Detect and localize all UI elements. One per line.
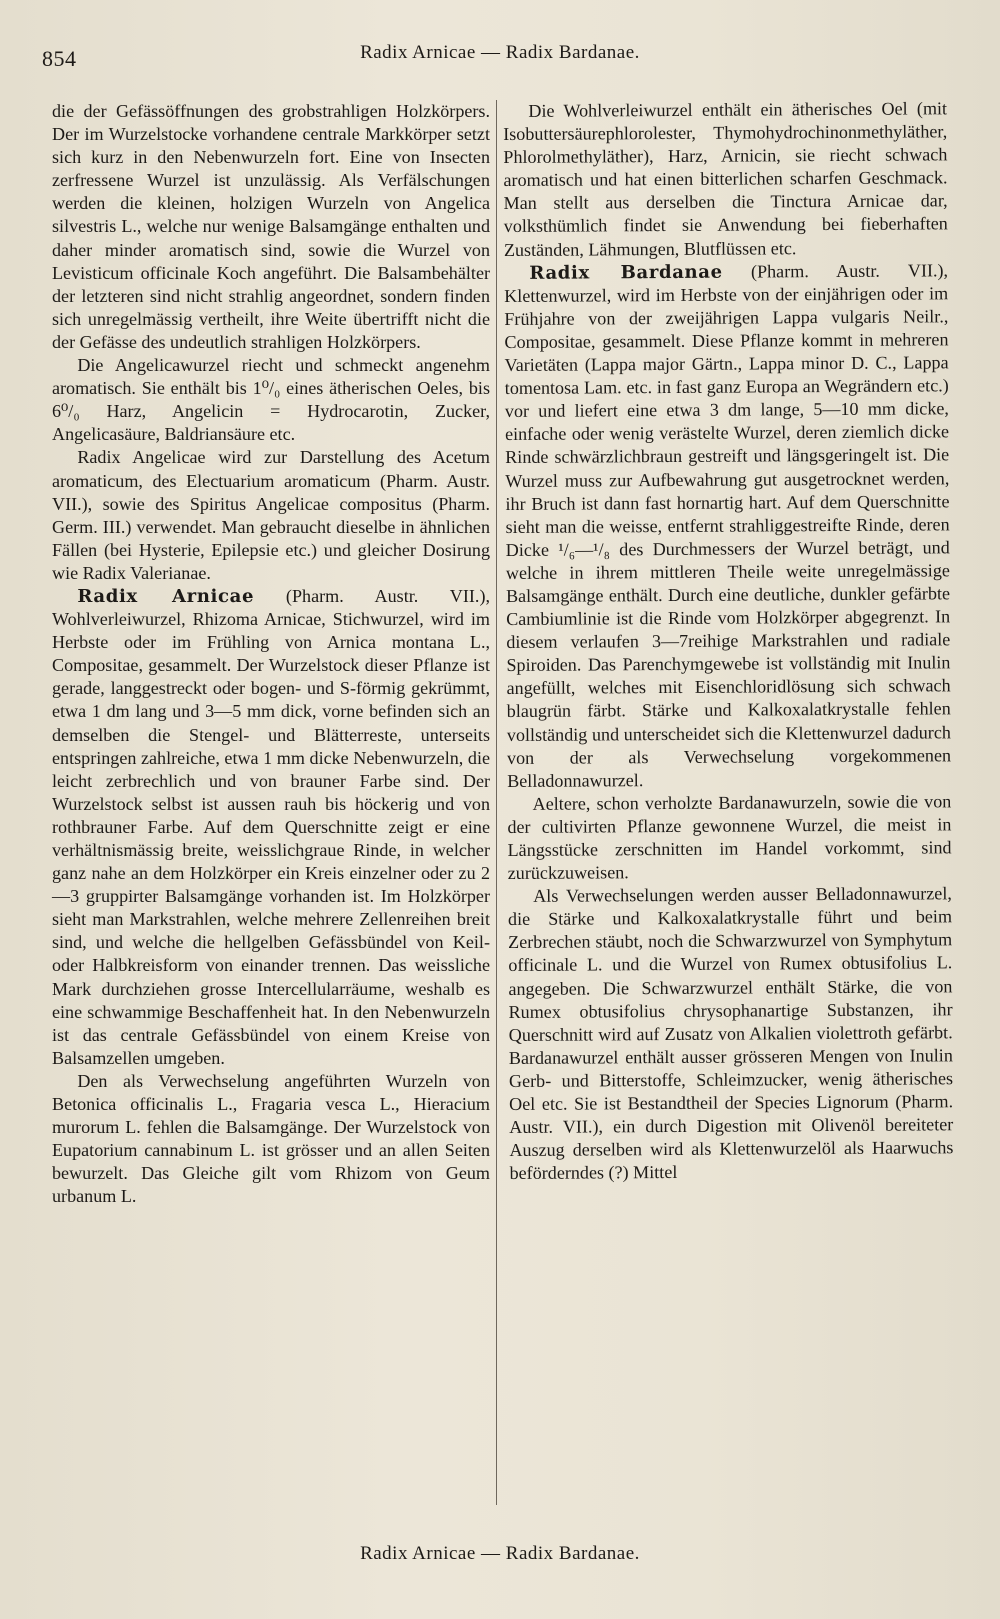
- entry-heading: Radix Arnicae: [77, 585, 255, 607]
- paragraph: Die Angelicawurzel riecht und schmeckt angenehm aromatisch. Sie enthält bis 1⁰/₀ eines ätherischen Oeles, bis 6⁰/₀ Harz, Angelicin = Hydrocarotin, Zucker, Angelicasäure, Baldriansäure etc.: [52, 355, 490, 445]
- entry-radix-arnicae: [52, 585, 490, 1070]
- paragraph: Radix Angelicae wird zur Darstellung des Acetum aromaticum, des Electuarium aromaticum (Pharm. Austr. VII.), sowie des Spiritus Angelicae compositus (Pharm. Germ. III.) verwendet. Man gebraucht dieselbe in ähnlichen Fällen (bei Hysterie, Epilepsie etc.) und gleicher Dosirung wie Radix Valerianae.: [52, 447, 490, 583]
- page-number: 854: [42, 46, 77, 71]
- entry-radix-bardanae: [504, 259, 951, 793]
- left-column: [52, 100, 490, 1209]
- column-divider: [496, 100, 497, 1505]
- paragraph: Die Wohlverleiwurzel enthält ein ätherisches Oel (mit Isobuttersäurephlorolester, Thymohydrochinonmethyläther, Phlorolmethyläther), Harz, Arnicin, sie riecht schwach aromatisch und hat einen bitterlichen scharfen Geschmack. Man stellt aus derselben die Tinctura Arnicae dar, volksthümlich findet sie Anwendung bei fieberhaften Zuständen, Lähmungen, Blutflüssen etc.: [503, 98, 948, 260]
- page-footer: Radix Arnicae — Radix Bardanae.: [360, 1543, 640, 1564]
- running-head: Radix Arnicae — Radix Bardanae.: [360, 42, 640, 63]
- paragraph: Den als Verwechselung angeführten Wurzeln von Betonica officinalis L., Fragaria vesca L., Hieracium murorum L. fehlen die Balsamgänge. Der Wurzelstock von Eupatorium cannabinum L. ist grösser und an allen Seiten bewurzelt. Das Gleiche gilt vom Rhizom von Geum urbanum L.: [52, 1070, 490, 1207]
- entry-heading: Radix Bardanae: [529, 261, 723, 284]
- paragraph: Als Verwechselungen werden ausser Belladonnawurzel, die Stärke und Kalkoxalatkrystalle führt und beim Zerbrechen stäubt, noch die Schwarzwurzel von Symphytum officinale L. und die Wurzel von Rumex obtusifolius L. angegeben. Die Schwarzwurzel enthält Stärke, die von Rumex obtusifolius chrysophanartige Substanzen, ihr Querschnitt wird auf Zusatz von Alkalien violettroth gefärbt. Bardanawurzel enthält ausser grösseren Mengen von Inulin Gerb- und Bitterstoffe, Schleimzucker, wenig ätherisches Oel etc. Sie ist Bestandtheil der Species Lignorum (Pharm. Austr. VII.), ein durch Digestion mit Olivenöl bereiteter Auszug derselben wird als Klettenwurzelöl als Haarwuchs beförderndes (?) Mittel: [507, 883, 954, 1184]
- entry-text: (Pharm. Austr. VII.), Wohlverleiwurzel, Rhizoma Arnicae, Stichwurzel, wird im Herbste oder im Frühling von Arnica montana L., Compositae, gesammelt. Der Wurzelstock dieser Pflanze ist gerade, langgestreckt oder bogen- und S-förmig gekrümmt, etwa 1 dm lang und 3—5 mm dick, vorne befinden sich an demselben die Stengel- und Blätterreste, unterseits entspringen zahlreiche, etwa 1 mm dicke Nebenwurzeln, die leicht zerbrechlich und von brauner Farbe sind. Der Wurzelstock selbst ist aussen rauh bis höckerig und von rothbrauner Farbe. Auf dem Querschnitte zeigt er eine verhältnismässig breite, weisslichgraue Rinde, in welcher ganz nahe an dem Holzkörper ein Kreis einzelner oder zu 2—3 gruppirter Balsamgänge vorhanden ist. Im Holzkörper sieht man Markstrahlen, welche mehrere Zellenreihen breit sind, und welche die hellgelben Gefässbündel von Keil- oder Halbkreisform von einander trennen. Das weissliche Mark durchziehen grosse Intercellularräume, weshalb es eine schwammige Beschaffenheit hat. In den Nebenwurzeln ist das centrale Gefässbündel von einem Kreise von Balsamzellen umgeben.: [52, 585, 490, 1068]
- paragraph: Aeltere, schon verholzte Bardanawurzeln, sowie die von der cultivirten Pflanze gewonnene Wurzel, die meist in Längsstücke zerschnitten im Handel vorkommt, sind zurückzuweisen.: [507, 791, 952, 884]
- paragraph: die der Gefässöffnungen des grobstrahligen Holzkörpers. Der im Wurzelstocke vorhandene centrale Markkörper setzt sich kurz in den Nebenwurzeln fort. Eine von Insecten zerfressene Wurzel ist unzulässig. Als Verfälschungen werden die kleinen, holzigen Wurzeln von Angelica silvestris L., welche nur wenige Balsamgänge enthalten und daher minder aromatisch sind, sowie die Wurzel von Levisticum officinale Koch angeführt. Die Balsambehälter der letzteren sind nicht strahlig angeordnet, sondern finden sich unregelmässig vertheilt, ihre Weite übertrifft nicht die der Gefässe des undeutlich strahligen Holzkörpers.: [52, 101, 490, 352]
- entry-text: (Pharm. Austr. VII.), Klettenwurzel, wird im Herbste von der einjährigen oder im Frühjahre von der zweijährigen Lappa vulgaris Neilr., Compositae, gesammelt. Diese Pflanze kommt in mehreren Varietäten (Lappa major Gärtn., Lappa minor D. C., Lappa tomentosa Lam. etc. in fast ganz Europa an Wegrändern etc.) vor und liefert eine etwa 3 dm lange, 5—10 mm dicke, einfache oder wenig verästelte Wurzel, deren ziemlich dicke Rinde schwärzlichbraun gestreift und längsgeringelt ist. Die Wurzel muss zur Aufbewahrung gut ausgetrocknet werden, ihr Bruch ist dann fast hornartig hart. Auf dem Querschnitte sieht man die weisse, entfernt strahliggestreifte Rinde, deren Dicke ¹/₆—¹/₈ des Durchmessers der Wurzel beträgt, und welche in ihrem mittleren Theile weite unregelmässige Balsamgänge enthält. Durch eine deutliche, dunkler gefärbte Cambiumlinie ist die Rinde vom Holzkörper abgegrenzt. In diesem verlaufen 3—7reihige Markstrahlen und radiale Spiroiden. Das Parenchymgewebe ist vollständig mit Inulin angefüllt, welches mit Eisenchloridlösung sich schwach blaugrün färbt. Stärke und Kalkoxalatkrystalle fehlen vollständig und unterscheidet sich die Klettenwurzel dadurch von der als Verwechselung vorgekommenen Belladonnawurzel.: [504, 259, 952, 791]
- right-column: [503, 97, 954, 1185]
